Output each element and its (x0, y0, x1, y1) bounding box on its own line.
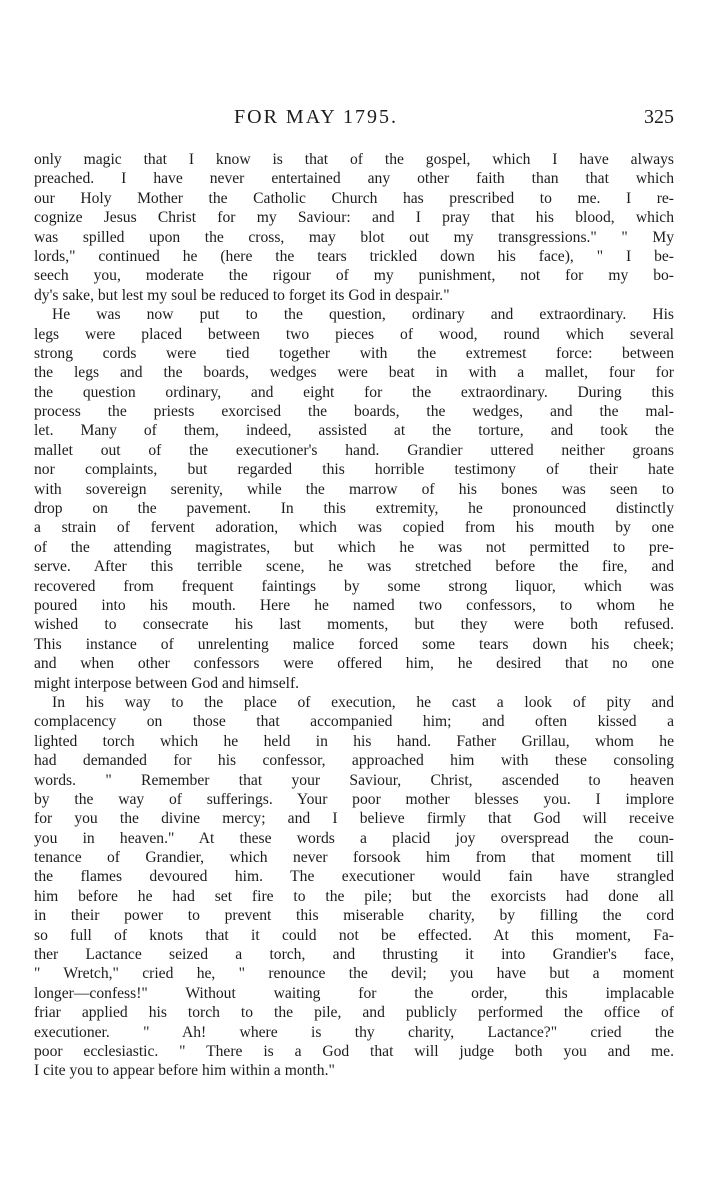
text-line: let. Many of them, indeed, assisted at the torture, and took the (34, 422, 674, 440)
text-line: in their power to prevent this miserable charity, by filling the cord (34, 907, 674, 925)
text-line: In his way to the place of execution, he cast a look of pity and (52, 693, 674, 711)
text-line: lighted torch which he held in his hand. Father Grillau, whom he (34, 732, 674, 750)
text-line: cognize Jesus Christ for my Saviour: and I pray that his blood, which (34, 209, 674, 227)
running-head (34, 106, 674, 132)
text-line: legs were placed between two pieces of wood, round which several (34, 325, 674, 343)
body-text (34, 150, 674, 1081)
text-line: of the attending magistrates, but which he was not permitted to pre- (34, 538, 674, 556)
text-line: you in heaven." At these words a placid joy overspread the coun- (34, 829, 674, 847)
text-line: nor complaints, but regarded this horrible testimony of their hate (34, 461, 674, 479)
text-line: serve. After this terrible scene, he was stretched before the fire, and (34, 558, 674, 576)
text-line: him before he had set fire to the pile; but the exorcists had done all (34, 887, 674, 905)
text-line: words. " Remember that your Saviour, Christ, ascended to heaven (34, 771, 674, 789)
text-line: preached. I have never entertained any other faith than that which (34, 170, 674, 188)
text-line: drop on the pavement. In this extremity, he pronounced distinctly (34, 500, 674, 518)
text-line: a strain of fervent adoration, which was copied from his mouth by one (34, 519, 674, 537)
text-line: strong cords were tied together with the extremest force: between (34, 344, 674, 362)
text-line: He was now put to the question, ordinary and extraordinary. His (52, 306, 674, 324)
text-line: the question ordinary, and eight for the extraordinary. During this (34, 383, 674, 401)
text-line: was spilled upon the cross, may blot out my transgressions." " My (34, 228, 674, 246)
text-line: " Wretch," cried he, " renounce the devil; you have but a moment (34, 965, 674, 983)
text-line: ther Lactance seized a torch, and thrusting it into Grandier's face, (34, 946, 674, 964)
text-line: longer—confess!" Without waiting for the order, this implacable (34, 984, 674, 1002)
text-line: lords," continued he (here the tears trickled down his face), " I be- (34, 247, 674, 265)
text-line: dy's sake, but lest my soul be reduced to forget its God in despair." (34, 286, 450, 304)
text-line: and when other confessors were offered him, he desired that no one (34, 655, 674, 673)
page-number: 325 (644, 106, 674, 128)
text-line: seech you, moderate the rigour of my punishment, not for my bo- (34, 267, 674, 285)
text-line: so full of knots that it could not be effected. At this moment, Fa- (34, 926, 674, 944)
paragraph (34, 305, 674, 693)
text-line: had demanded for his confessor, approached him with these consoling (34, 752, 674, 770)
text-line: executioner. " Ah! where is thy charity, Lactance?" cried the (34, 1023, 674, 1041)
text-line: with sovereign serenity, while the marrow of his bones was seen to (34, 480, 674, 498)
text-line: might interpose between God and himself. (34, 674, 300, 692)
text-line: recovered from frequent faintings by some strong liquor, which was (34, 577, 674, 595)
text-line: poor ecclesiastic. " There is a God that will judge both you and me. (34, 1042, 674, 1060)
paragraph (34, 150, 674, 305)
text-line: the flames devoured him. The executioner would fain have strangled (34, 868, 674, 886)
text-line: I cite you to appear before him within a month." (34, 1062, 335, 1080)
text-line: by the way of sufferings. Your poor mother blesses you. I implore (34, 790, 674, 808)
text-line: wished to consecrate his last moments, but they were both refused. (34, 616, 674, 634)
text-line: friar applied his torch to the pile, and publicly performed the office of (34, 1004, 674, 1022)
text-line: tenance of Grandier, which never forsook him from that moment till (34, 849, 674, 867)
paragraph (34, 693, 674, 1081)
running-title: FOR MAY 1795. (234, 106, 398, 128)
text-line: mallet out of the executioner's hand. Grandier uttered neither groans (34, 441, 674, 459)
text-line: This instance of unrelenting malice forced some tears down his cheek; (34, 635, 674, 653)
text-line: the legs and the boards, wedges were beat in with a mallet, four for (34, 364, 674, 382)
text-line: for you the divine mercy; and I believe firmly that God will receive (34, 810, 674, 828)
text-line: process the priests exorcised the boards, the wedges, and the mal- (34, 403, 674, 421)
text-line: only magic that I know is that of the gospel, which I have always (34, 151, 674, 168)
text-line: complacency on those that accompanied him; and often kissed a (34, 713, 674, 731)
text-line: poured into his mouth. Here he named two confessors, to whom he (34, 596, 674, 614)
text-line: our Holy Mother the Catholic Church has prescribed to me. I re- (34, 189, 674, 207)
